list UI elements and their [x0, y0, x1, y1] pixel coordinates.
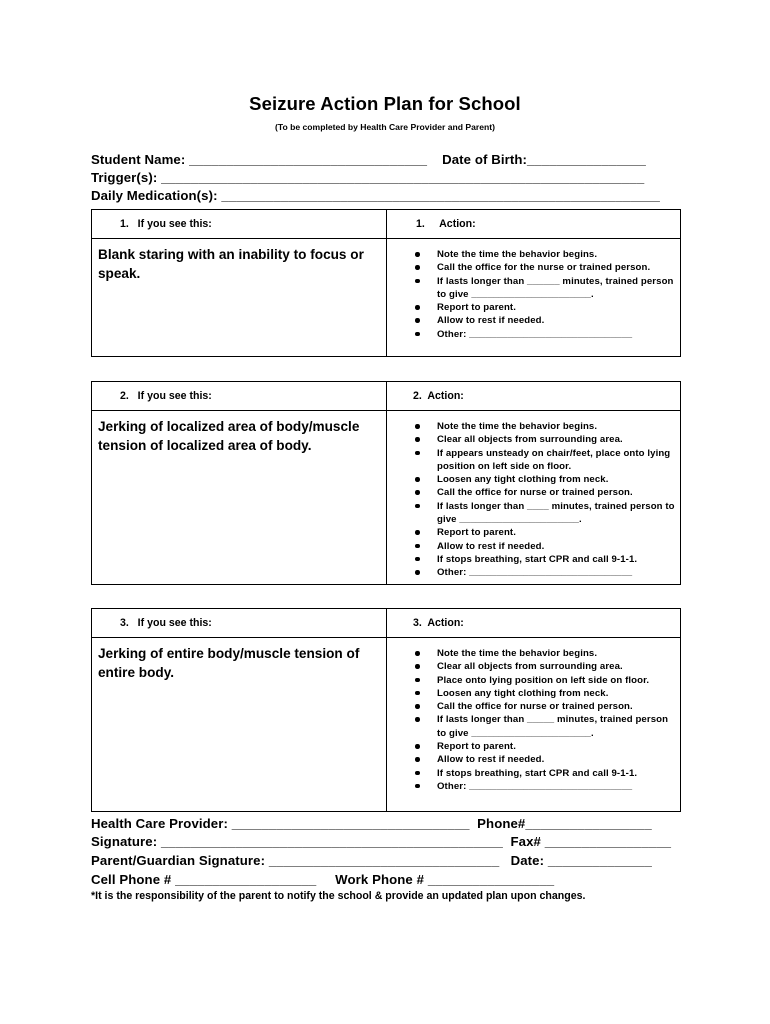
- bullet-icon: [415, 717, 420, 722]
- action-item: [395, 473, 679, 486]
- action-item-text: If stops breathing, start CPR and call 9-1-1.: [437, 553, 638, 565]
- action-item-text: Note the time the behavior begins.: [437, 421, 598, 432]
- action-item: [395, 753, 679, 766]
- action-item-text: Other: ______________________________: [437, 780, 633, 792]
- action-item: [395, 674, 679, 687]
- bullet-icon: [415, 678, 420, 683]
- section-2-column-divider: [386, 382, 387, 584]
- action-item: [395, 420, 679, 433]
- bullet-icon: [415, 771, 420, 776]
- action-item-text: Report to parent.: [437, 302, 516, 314]
- action-item-text: Place onto lying position on left side on floor.: [437, 674, 650, 686]
- bullet-icon: [415, 451, 420, 456]
- section-1-action-header: 1. Action:: [416, 218, 476, 230]
- action-item-text: If stops breathing, start CPR and call 9-1-1.: [437, 767, 638, 779]
- section-2-see-text: Jerking of localized area of body/muscle tension of localized area of body.: [98, 419, 360, 453]
- triggers-line: Trigger(s): _________________________________________________________________: [91, 170, 645, 185]
- action-item-text: Call the office for the nurse or trained person.: [437, 262, 651, 274]
- action-item-text: Other: ______________________________: [437, 567, 633, 579]
- action-item-text: Call the office for nurse or trained person.: [437, 487, 633, 499]
- bullet-icon: [415, 437, 420, 442]
- action-item: [395, 553, 679, 566]
- section-1-see-text: Blank staring with an inability to focus or speak.: [98, 247, 364, 281]
- bullet-icon: [415, 704, 420, 709]
- section-2-see-header: 2. If you see this:: [120, 390, 212, 402]
- action-item: [395, 687, 679, 700]
- section-3-table: [91, 608, 681, 812]
- section-3-action-list: [395, 647, 679, 793]
- bullet-icon: [415, 318, 420, 323]
- action-item: [395, 275, 679, 302]
- bullet-icon: [415, 305, 420, 310]
- section-3-see-header: 3. If you see this:: [120, 617, 212, 629]
- action-item: [395, 248, 679, 261]
- action-item: [395, 433, 679, 446]
- action-item: [395, 447, 679, 474]
- bullet-icon: [415, 424, 420, 429]
- action-item: [395, 261, 679, 274]
- bullet-icon: [415, 664, 420, 669]
- page-subtitle: (To be completed by Health Care Provider and Parent): [275, 122, 495, 132]
- action-item-text: Note the time the behavior begins.: [437, 249, 598, 260]
- action-item: [395, 660, 679, 673]
- action-item: [395, 486, 679, 499]
- action-item-text: Clear all objects from surrounding area.: [437, 661, 623, 673]
- section-1-action-list: [395, 248, 679, 341]
- section-2-action-header: 2. Action:: [413, 390, 464, 402]
- action-item: [395, 713, 679, 740]
- signature-line: Signature: ______________________________________________ Fax# _________________: [91, 834, 672, 849]
- action-item-text: Report to parent.: [437, 741, 516, 753]
- action-item: [395, 540, 679, 553]
- action-item-text: Call the office for nurse or trained person.: [437, 701, 633, 713]
- action-item: [395, 780, 679, 793]
- section-1-table: [91, 209, 681, 357]
- action-item-text: Note the time the behavior begins.: [437, 648, 598, 659]
- bullet-icon: [415, 691, 420, 696]
- bullet-icon: [415, 332, 420, 337]
- action-item-text: If lasts longer than _____ minutes, trained person to give ______________________.: [437, 714, 669, 739]
- parent-guardian-signature-line: Parent/Guardian Signature: _______________________________ Date: ______________: [91, 853, 652, 868]
- action-item-text: Allow to rest if needed.: [437, 315, 545, 327]
- action-item: [395, 647, 679, 660]
- action-item-text: If lasts longer than ____ minutes, trained person to give ______________________.: [437, 500, 675, 526]
- phone-line: Cell Phone # ___________________ Work Phone # _________________: [91, 872, 555, 887]
- bullet-icon: [415, 265, 420, 270]
- bullet-icon: [415, 570, 420, 575]
- action-item-text: Allow to rest if needed.: [437, 540, 545, 552]
- action-item-text: Loosen any tight clothing from neck.: [437, 474, 609, 486]
- action-item-text: If lasts longer than ______ minutes, trained person to give ______________________.: [437, 275, 674, 300]
- bullet-icon: [415, 530, 420, 535]
- student-name-line: Student Name: ________________________________ Date of Birth:________________: [91, 152, 646, 167]
- action-item: [395, 740, 679, 753]
- section-2-table: [91, 381, 681, 585]
- action-item: [395, 700, 679, 713]
- section-1-column-divider: [386, 210, 387, 356]
- action-item-text: Report to parent.: [437, 527, 516, 539]
- action-item: [395, 301, 679, 314]
- daily-medication-line: Daily Medication(s): ___________________________________________________________: [91, 188, 660, 203]
- action-item-text: Allow to rest if needed.: [437, 754, 545, 766]
- bullet-icon: [415, 544, 420, 549]
- bullet-icon: [415, 757, 420, 762]
- action-item-text: Other: ______________________________: [437, 328, 633, 340]
- health-care-provider-line: Health Care Provider: ________________________________ Phone#_________________: [91, 816, 652, 831]
- bullet-icon: [415, 651, 420, 656]
- action-item: [395, 526, 679, 539]
- action-item: [395, 314, 679, 327]
- bullet-icon: [415, 252, 420, 257]
- bullet-icon: [415, 557, 420, 562]
- action-item: [395, 328, 679, 341]
- section-1-see-header: 1. If you see this:: [120, 218, 212, 230]
- bullet-icon: [415, 477, 420, 482]
- action-item: [395, 566, 679, 579]
- section-3-action-header: 3. Action:: [413, 617, 464, 629]
- bullet-icon: [415, 784, 420, 789]
- bullet-icon: [415, 490, 420, 495]
- action-item-text: Loosen any tight clothing from neck.: [437, 687, 609, 699]
- bullet-icon: [415, 279, 420, 284]
- section-3-see-text: Jerking of entire body/muscle tension of entire body.: [98, 646, 360, 680]
- action-item-text: If appears unsteady on chair/feet, place onto lying position on left side on floor.: [437, 447, 671, 472]
- action-item: [395, 500, 679, 527]
- responsibility-footnote: *It is the responsibility of the parent to notify the school & provide an updated plan upon changes.: [91, 890, 586, 902]
- bullet-icon: [415, 744, 420, 749]
- action-item-text: Clear all objects from surrounding area.: [437, 434, 623, 446]
- bullet-icon: [415, 504, 420, 509]
- section-3-column-divider: [386, 609, 387, 811]
- action-item: [395, 767, 679, 780]
- page-title: Seizure Action Plan for School: [249, 93, 521, 114]
- section-2-action-list: [395, 420, 679, 580]
